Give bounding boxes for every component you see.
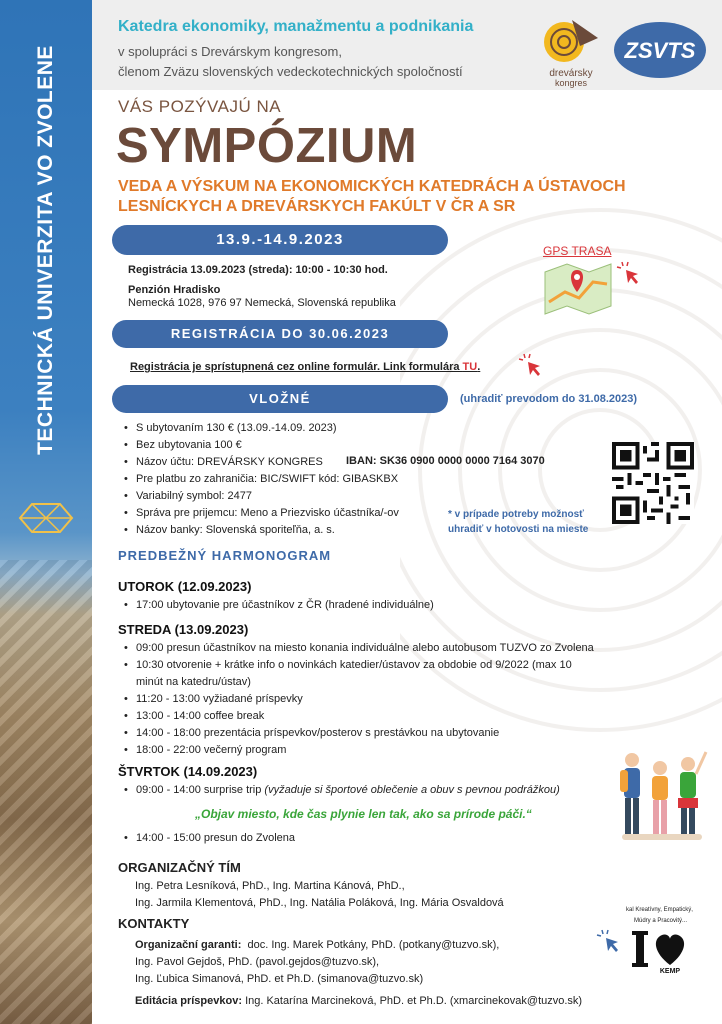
note-line: uhradiť v hotovosti na mieste <box>448 524 589 535</box>
organizers-title: ORGANIZAČNÝ TÍM <box>118 860 241 875</box>
list-item: • Správa pre prijemcu: Meno a Priezvisko účastníka/-ov <box>120 505 590 522</box>
registration-form-link[interactable]: TU <box>462 361 478 373</box>
list-item: • Názov banky: Slovenská sporiteľňa, a. s. <box>120 522 590 539</box>
list-item <box>120 782 620 799</box>
cash-payment-note <box>448 507 588 537</box>
payment-deadline: (uhradiť prevodom do 31.08.2023) <box>460 393 638 405</box>
list-item: • S ubytovaním 130 € (13.09.-14.09. 2023) <box>120 420 590 437</box>
registration-online-text: Registrácia je sprístupnená cez online formulár. Link formulára TU. <box>130 361 481 373</box>
event-dates-pill: 13.9.-14.9.2023 <box>112 225 448 255</box>
fees-pill: VLOŽNÉ <box>112 385 448 413</box>
svg-text:kongres: kongres <box>554 78 588 88</box>
list-item: • Názov účtu: DREVÁRSKY KONGRES <box>120 454 590 471</box>
editor-contact[interactable]: Ing. Katarína Marcineková, PhD. et Ph.D. (xmarcinekovak@tuzvo.sk) <box>245 995 583 1007</box>
trip-motto: „Objav miesto, kde čas plynie len tak, ako sa prírode páči.“ <box>195 807 532 821</box>
cursor-click-icon <box>518 352 544 378</box>
guarantor-contact[interactable]: doc. Ing. Marek Potkány, PhD. (potkany@tuzvo.sk), <box>247 939 500 951</box>
side-band <box>0 0 92 1024</box>
registration-deadline-pill: REGISTRÁCIA DO 30.06.2023 <box>112 320 448 348</box>
zsvts-logo <box>610 18 710 82</box>
tuzvo-logo-icon <box>18 500 74 536</box>
schedule-title: PREDBEŽNÝ HARMONOGRAM <box>118 548 332 563</box>
day-schedule-list <box>120 640 600 759</box>
svg-text:ZSVTS: ZSVTS <box>624 38 696 63</box>
map-icon[interactable] <box>543 262 613 316</box>
list-item: • 18:00 - 22:00 večerný program <box>120 742 600 759</box>
cooperation-line: v spolupráci s Drevárskym kongresom, <box>118 44 342 59</box>
guarantor-contact[interactable]: Ing. Ľubica Simanová, PhD. et Ph.D. (simanova@tuzvo.sk) <box>135 973 424 985</box>
note-line: * v prípade potreby možnosť <box>448 509 584 520</box>
list-item: • 10:30 otvorenie + krátke info o novinkách katedier/ústavov za obdobie od 9/2022 (max 10 minút na katedru/ústav) <box>120 657 600 691</box>
cursor-click-icon <box>596 928 622 954</box>
day-heading: UTOROK (12.09.2023) <box>118 579 252 594</box>
guarantors-label: Organizační garanti: <box>135 939 242 951</box>
list-item: • Pre platbu zo zahraničia: BIC/SWIFT kód: GIBASKBX <box>120 471 590 488</box>
qr-code-icon[interactable] <box>612 442 694 524</box>
day-schedule-list <box>120 782 620 799</box>
venue-name: Penzión Hradisko <box>128 284 221 296</box>
trip-note: (vyžaduje si športové oblečenie a obuv s pevnou podrážkou) <box>264 784 560 796</box>
registration-time: Registrácia 13.09.2023 (streda): 10:00 - 10:30 hod. <box>128 264 388 276</box>
member-line: členom Zväzu slovenských vedeckotechnických spoločností <box>118 64 463 79</box>
subtitle-line1: VEDA A VÝSKUM NA EKONOMICKÝCH KATEDRÁCH A ÚSTAVOCH <box>118 178 626 195</box>
list-item: • 11:20 - 13:00 vyžiadané príspevky <box>120 691 600 708</box>
trip-time: 09:00 - 14:00 surprise trip <box>136 784 262 796</box>
list-item: • 17:00 ubytovanie pre účastníkov z ČR (hradené individuálne) <box>120 597 680 614</box>
list-item: • 09:00 presun účastníkov na miesto konania individuálne alebo autobusom TUZVO zo Zvolena <box>120 640 600 657</box>
gps-route-link[interactable]: GPS TRASA <box>543 244 612 258</box>
list-item: • 14:00 - 18:00 prezentácia príspevkov/posterov s prestávkou na ubytovanie <box>120 725 600 742</box>
drevarsky-kongres-logo <box>540 14 602 88</box>
invite-line: VÁS POZÝVAJÚ NA <box>118 97 282 116</box>
organizers-line: Ing. Jarmila Klementová, PhD., Ing. Natália Poláková, Ing. Mária Osvaldová <box>135 897 504 909</box>
wood-photo <box>0 560 92 1024</box>
day-schedule-list <box>120 830 520 847</box>
subtitle-line2: LESNÍCKYCH A DREVÁRSKYCH FAKÚLT V ČR A SR <box>118 198 516 215</box>
venue-address: Nemecká 1028, 976 97 Nemecká, Slovenská republika <box>128 297 396 309</box>
main-title: SYMPÓZIUM <box>116 119 418 173</box>
editor-line <box>135 995 582 1007</box>
svg-text:drevársky: drevársky <box>549 68 593 79</box>
i-love-kemp-logo <box>624 905 694 975</box>
guarantors-line <box>135 939 499 951</box>
hikers-illustration-icon <box>616 746 710 846</box>
contacts-title: KONTAKTY <box>118 916 190 931</box>
organizers-line: Ing. Petra Lesníková, PhD., Ing. Martina Kánová, PhD., <box>135 880 405 892</box>
list-item: • 14:00 - 15:00 presun do Zvolena <box>120 830 520 847</box>
day-heading: STREDA (13.09.2023) <box>118 622 249 637</box>
svg-text:KEMP: KEMP <box>659 968 681 975</box>
list-item: • Variabilný symbol: 2477 <box>120 488 590 505</box>
list-item: • Bez ubytovania 100 € <box>120 437 590 454</box>
list-item: • 13:00 - 14:00 coffee break <box>120 708 600 725</box>
guarantor-contact[interactable]: Ing. Pavol Gejdoš, PhD. (pavol.gejdos@tuzvo.sk), <box>135 956 380 968</box>
iban: IBAN: SK36 0900 0000 0000 7164 3070 <box>346 455 545 467</box>
day-heading: ŠTVRTOK (14.09.2023) <box>118 764 258 779</box>
department-name: Katedra ekonomiky, manažmentu a podnikania <box>118 18 474 35</box>
university-name: TECHNICKÁ UNIVERZITA VO ZVOLENE <box>34 45 57 455</box>
cursor-click-icon <box>616 260 642 286</box>
kemp-tagline: kal Kreatívny, Empatický, <box>626 907 693 913</box>
editor-label: Editácia príspevkov: <box>135 995 242 1007</box>
kemp-tagline: Múdry a Pracovitý... <box>634 918 688 924</box>
day-schedule-list <box>120 597 680 614</box>
registration-online-label: Registrácia je sprístupnená cez online formulár. Link formulára <box>130 361 463 373</box>
